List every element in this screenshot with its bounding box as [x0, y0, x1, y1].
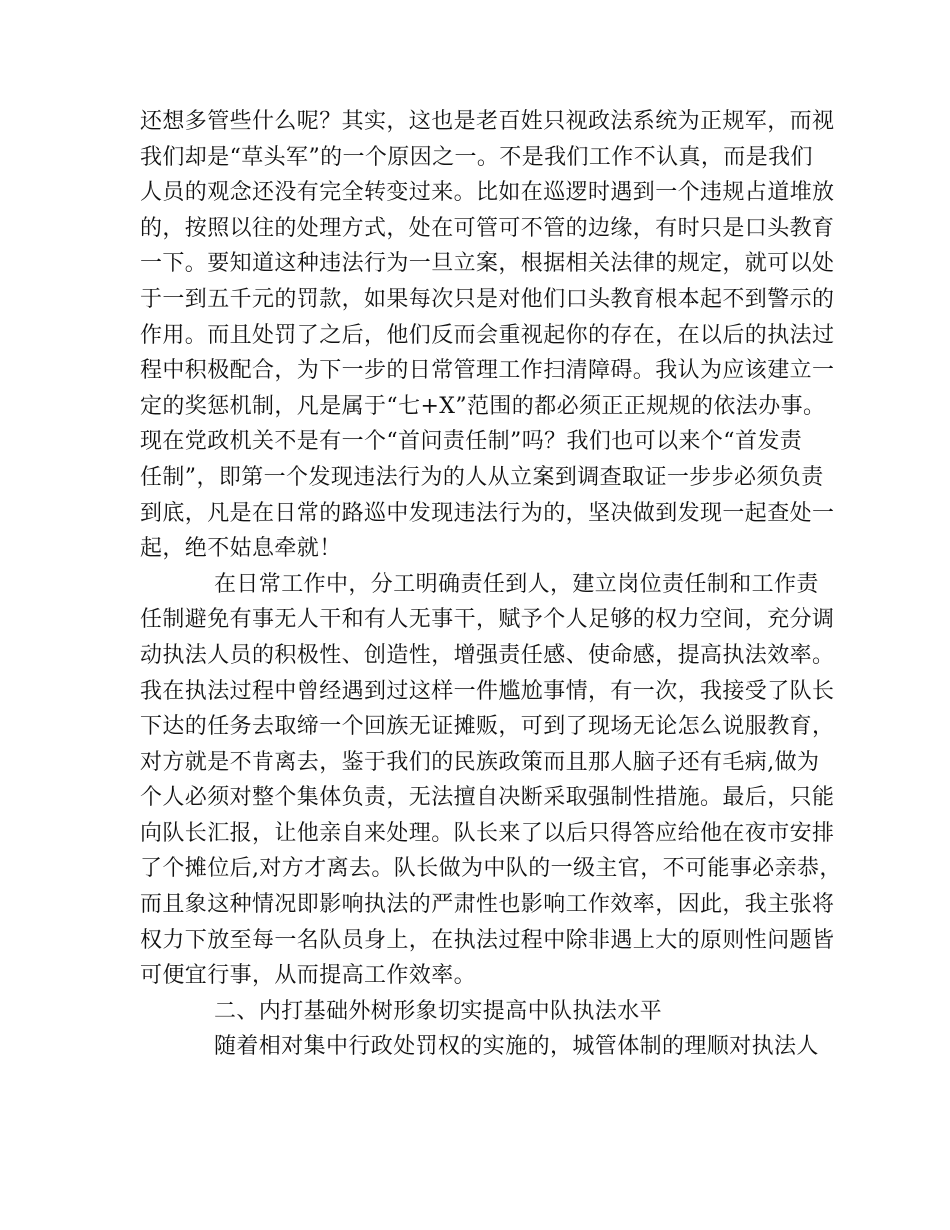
body-text: [140, 104, 842, 1065]
text-line: 而且象这种情况即影响执法的严肃性也影响工作效率，因此，我主张将: [140, 892, 835, 918]
text-line: 起，绝不姑息牵就！: [140, 536, 342, 562]
paragraph-start-line: 在日常工作中，分工明确责任到人，建立岗位责任制和工作责: [214, 571, 819, 597]
text-line: 现在党政机关不是有一个“首问责任制”吗？我们也可以来个“首发责: [140, 429, 803, 455]
section-heading: 二、内打基础外树形象切实提高中队执法水平: [214, 998, 663, 1024]
text-line: 了个摊位后,对方才离去。队长做为中队的一级主官，不可能事必亲恭，: [140, 856, 842, 882]
text-line: 我在执法过程中曾经遇到过这样一件尴尬事情，有一次，我接受了队长: [140, 678, 835, 704]
text-line: 一下。要知道这种违法行为一旦立案，根据相关法律的规定，就可以处: [140, 251, 835, 277]
text-line: 动执法人员的积极性、创造性，增强责任感、使命感，提高执法效率。: [140, 642, 835, 668]
text-line: 下达的任务去取缔一个回族无证摊贩，可到了现场无论怎么说服教育，: [140, 714, 835, 740]
text-line: 作用。而且处罚了之后，他们反而会重视起你的存在，在以后的执法过: [140, 322, 835, 348]
text-line: 向队长汇报，让他亲自来处理。队长来了以后只得答应给他在夜市安排: [140, 820, 835, 846]
text-line: 人员的观念还没有完全转变过来。比如在巡逻时遇到一个违规占道堆放: [140, 180, 835, 206]
text-line: 可便宜行事，从而提高工作效率。: [140, 963, 477, 989]
text-line: 任制避免有事无人干和有人无事干，赋予个人足够的权力空间，充分调: [140, 607, 835, 633]
text-line: 还想多管些什么呢？其实，这也是老百姓只视政法系统为正规军，而视: [140, 109, 835, 134]
text-line: 我们却是“草头军”的一个原因之一。不是我们工作不认真，而是我们: [140, 144, 813, 170]
text-line: 到底，凡是在日常的路巡中发现违法行为的，坚决做到发现一起查处一: [140, 500, 835, 526]
text-line: 定的奖惩机制，凡是属于“七+X”范围的都必须正正规规的依法办事。: [140, 393, 826, 419]
paragraph-start-line: 随着相对集中行政处罚权的实施的，城管体制的理顺对执法人: [214, 1034, 819, 1060]
text-line: 对方就是不肯离去，鉴于我们的民族政策而且那人脑子还有毛病,做为: [140, 749, 820, 775]
text-line: 的，按照以往的处理方式，处在可管可不管的边缘，有时只是口头教育: [140, 215, 835, 241]
text-line: 个人必须对整个集体负责，无法擅自决断采取强制性措施。最后，只能: [140, 785, 835, 811]
text-line: 于一到五千元的罚款，如果每次只是对他们口头教育根本起不到警示的: [140, 286, 835, 312]
text-line: 任制”，即第一个发现违法行为的人从立案到调查取证一步步必须负责: [140, 464, 824, 490]
text-line: 权力下放至每一名队员身上，在执法过程中除非遇上大的原则性问题皆: [140, 927, 835, 953]
text-line: 程中积极配合，为下一步的日常管理工作扫清障碍。我认为应该建立一: [140, 358, 835, 384]
